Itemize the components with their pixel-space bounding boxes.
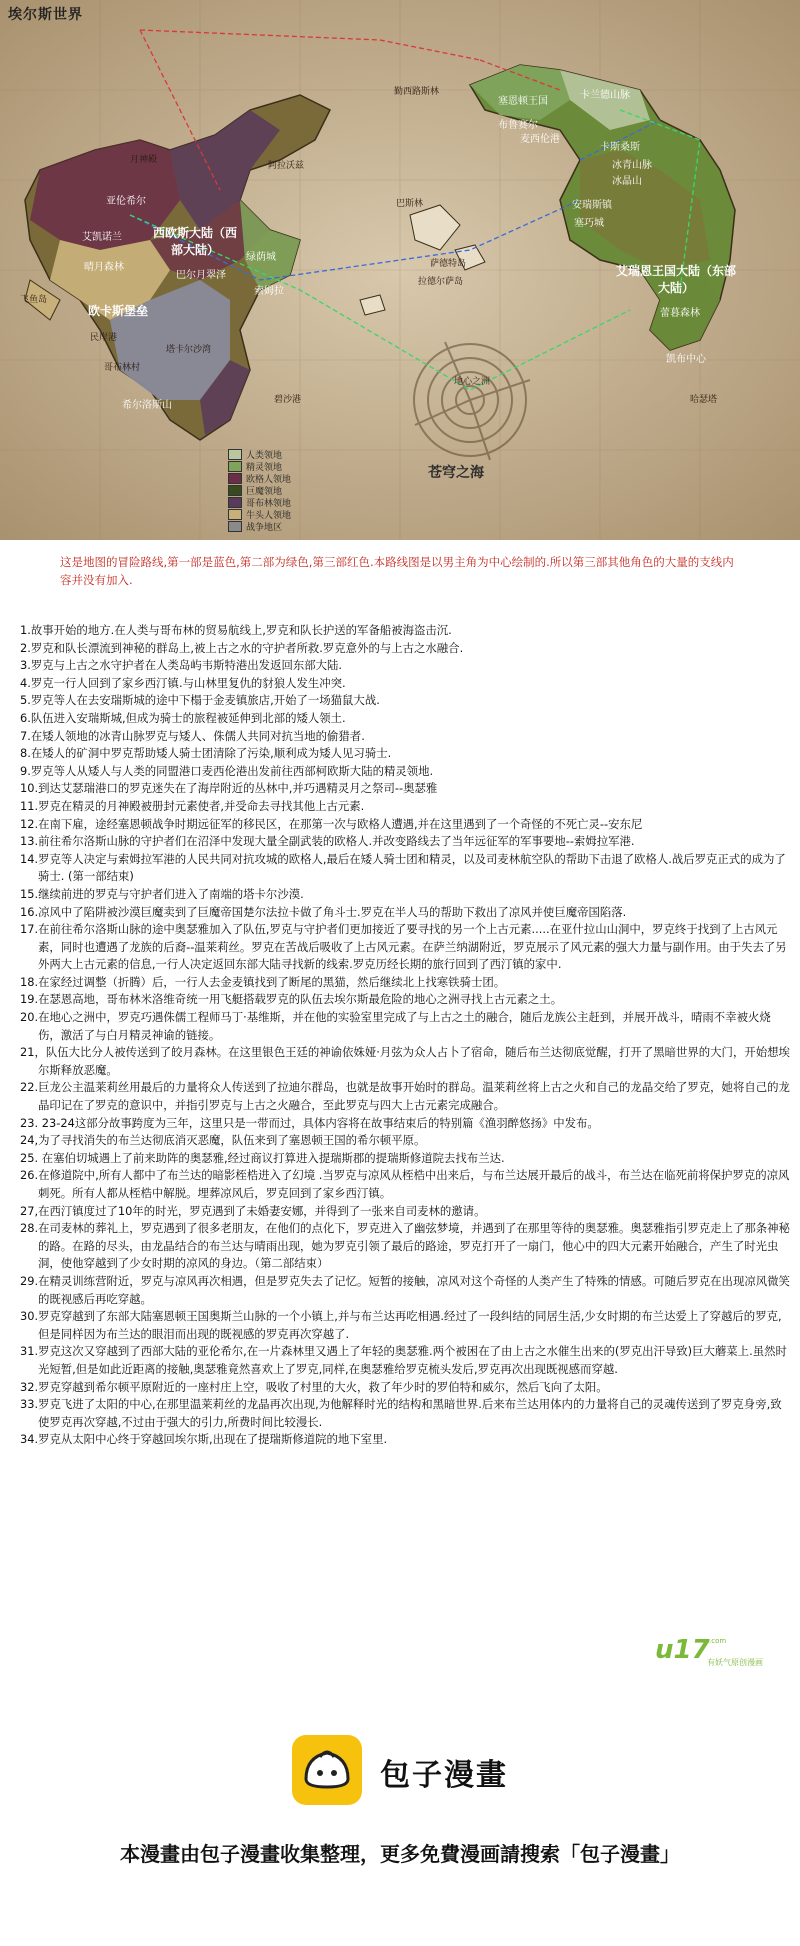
map-label-bisha: 碧沙港	[274, 395, 302, 405]
legend-item	[228, 496, 291, 508]
map-label-bingqing: 冰青山脉	[612, 160, 652, 171]
story-item: 16.凉风中了陷阱被沙漠巨魔卖到了巨魔帝国楚尔法拉卡做了角斗士.罗克在半人马的帮助下救出了凉风并使巨魔帝国陷落.	[20, 904, 627, 919]
map-label-lvcheng: 绿荫城	[246, 252, 276, 263]
map-label-shaorentu: 萨德特岛	[430, 259, 467, 269]
map-label-feiyu: 飞鱼岛	[20, 295, 48, 305]
map-label-lacha: 拉德尔萨岛	[418, 277, 464, 287]
map-label-kalande: 卡兰德山脉	[580, 90, 630, 101]
map-label-aiwen: 艾凯诺兰	[82, 232, 122, 243]
map-label-cangqiong: 苍穹之海	[428, 465, 484, 481]
legend-label: 牛头人领地	[246, 510, 292, 521]
story-item: 6.队伍进入安瑞斯城,但成为骑士的旅程被延伸到北部的矮人领土.	[20, 710, 346, 725]
map-label-kashi: 卡斯桑斯	[600, 142, 640, 153]
map-label-qinglong: 勤西路斯林	[394, 87, 440, 97]
map-label-bingli: 冰晶山	[612, 176, 642, 187]
legend-item	[228, 460, 291, 472]
story-item: 17.在前往希尔洛斯山脉的途中奥瑟雅加入了队伍,罗克与守护者们更加接近了要寻找的另一个上古元素.....在亚什拉山山洞中，罗克终于找到了上古风元素，同时也遭遇了龙族的后裔--温莱莉丝。罗克在苦战后吸收了上古风元素。在萨兰纳湖附近，罗克展示了风元素的强大力量与副作用。由于失去了另外两大上古元素的信息,一行人决定返回东部大陆寻找新的线索.罗克历经长期的旅行回到了西汀镇的家中.	[20, 922, 787, 972]
map-label-bikecheng: 哥布林村	[104, 363, 141, 373]
story-item: 26.在修道院中,所有人都中了布兰达的暗影桎梏进入了幻境 .当罗克与凉风从桎梏中出来后，与布兰达展开最后的战斗，布兰达在临死前将保护罗克的凉风刺死。所有人都从桎梏中解脱。埋葬凉风后，罗克回到了家乡西汀镇。	[20, 1168, 790, 1200]
story-item: 19.在瑟恩高地，哥布林米洛维奇统一用飞艇搭载罗克的队伍去埃尔斯最危险的地心之洲寻找上古元素之土。	[20, 992, 563, 1007]
story-item: 30.罗克穿越到了东部大陆塞恩顿王国奥斯兰山脉的一个小镇上,并与布兰达再吃相遇.经过了一段纠结的同居生活,少女时期的布兰达爱上了穿越后的罗克,但是同样因为布兰达的眼泪而出现的既视感的罗克再次穿越了.	[20, 1309, 782, 1341]
footer-text: 本漫畫由包子漫畫收集整理，更多免費漫画請搜索「包子漫畫」	[120, 1842, 680, 1866]
legend-swatch	[228, 485, 242, 496]
map-label-aka: 欧卡斯堡垒	[88, 304, 149, 318]
map-label-suolun: 索姆拉	[254, 286, 284, 297]
map-label-tafu: 塔卡尔沙湾	[166, 345, 212, 355]
story-item: 7.在矮人领地的冰青山脉罗克与矮人、侏儒人共同对抗当地的偷猎者.	[20, 728, 365, 743]
legend-item	[228, 484, 291, 496]
story-item: 9.罗克等人从矮人与人类的同盟港口麦西伦港出发前往西部柯欧斯大陆的精灵领地.	[20, 763, 434, 778]
map-label-yaliji: 亚伦希尔	[106, 196, 146, 207]
legend-label: 人类领地	[246, 450, 283, 461]
map-label-xiboshan: 希尔洛斯山	[122, 400, 172, 411]
story-item: 5.罗克等人在去安瑞斯城的途中下榻于金麦镇旅店,开始了一场猫鼠大战.	[20, 693, 380, 708]
story-item: 34.罗克从太阳中心终于穿越回埃尔斯,出现在了提瑞斯修道院的地下室里.	[20, 1432, 388, 1447]
story-item: 3.罗克与上古之水守护者在人类岛屿韦斯特港出发返回东部大陆.	[20, 658, 343, 673]
story-item: 23. 23-24这部分故事跨度为三年，这里只是一带而过，具体内容将在故事结束后的特别篇《渔羽醉悠扬》中发布。	[20, 1115, 599, 1130]
story-item: 27,在西汀镇度过了10年的时光，罗克遇到了未婚妻安娜，并得到了一张来自司麦林的邀请。	[20, 1203, 486, 1218]
map-label-bulu: 布鲁赛尔	[498, 120, 538, 131]
legend-item	[228, 520, 291, 532]
story-item: 8.在矮人的矿洞中罗克帮助矮人骑士团清除了污染,顺利成为矮人见习骑士.	[20, 746, 392, 761]
story-item: 24,为了寻找消失的布兰达彻底消灭恶魔，队伍来到了塞恩顿王国的希尔顿平原。	[20, 1133, 426, 1148]
legend-swatch	[228, 521, 242, 532]
legend-item	[228, 508, 291, 520]
story-item: 33.罗克飞进了太阳的中心,在那里温莱莉丝的龙晶再次出现,为他解释时光的结构和黑暗世界.后来布兰达用体内的力量将自己的灵魂传送到了罗克身旁,致使罗克再次穿越,不过由于强大的引力,所费时间比较漫长.	[20, 1397, 782, 1429]
map-label-dixin: 地心之洲	[454, 377, 491, 387]
route-note: 这是地图的冒险路线,第一部是蓝色,第二部为绿色,第三部红色.本路线图是以男主角为中心绘制的.所以第三部其他角色的大量的支线内容并没有加入.	[60, 555, 734, 587]
baozi-icon	[292, 1735, 362, 1805]
u17-wordmark: u17	[655, 1635, 710, 1665]
legend-swatch	[228, 473, 242, 484]
map-label-haixin: 哈瑟塔	[690, 395, 718, 405]
map-label-xiou: 西欧斯大陆（西部大陆）	[152, 226, 237, 257]
story-item: 14.罗克等人决定与索姆拉军港的人民共同对抗攻城的欧格人,最后在矮人骑士团和精灵，以及司麦林航空队的帮助下击退了欧格人.战后罗克正式的成为了骑士. (第一部结束)	[20, 851, 786, 884]
map-label-guibei: 蕾暮森林	[660, 308, 700, 319]
legend-swatch	[228, 497, 242, 508]
map-title: 埃尔斯世界	[8, 7, 83, 23]
story-item: 32.罗克穿越到希尔顿平原附近的一座村庄上空，吸收了村里的大火，救了年少时的罗伯特和威尔，然后飞向了太阳。	[20, 1379, 608, 1394]
story-item: 31.罗克这次又穿越到了西部大陆的亚伦希尔,在一片森林里又遇上了年轻的奥瑟雅.两个被困在了由上古之水催生出来的(罗克出汗导致)巨大蘑菜上.虽然时光短暂,但是如此近距离的接触,奥瑟雅竟然喜欢上了罗克,同样,在奥瑟雅给罗克梳头发后,罗克再次出现既视感而穿越.	[20, 1344, 787, 1376]
legend-swatch	[228, 509, 242, 520]
map-label-alawozi: 阿拉沃兹	[268, 161, 305, 171]
story-item: 15.继续前进的罗克与守护者们进入了南端的塔卡尔沙漠.	[20, 886, 304, 901]
story-item: 1.故事开始的地方.在人类与哥布林的贸易航线上,罗克和队长护送的军备船被海盗击沉.	[20, 623, 452, 637]
u17-tagline: 有妖气原创漫画	[707, 1658, 763, 1667]
story-item: 22.巨龙公主温莱莉丝用最后的力量将众人传送到了拉迪尔群岛，也就是故事开始时的群岛。温莱莉丝将上古之火和自己的龙晶交给了罗克，她将自己的龙晶印记在了罗克的意识中，并指引罗克与上古之火融合，至此罗克与四大上古元素完成融合。	[20, 1080, 790, 1113]
story-item: 18.在家经过调整（折腾）后，一行人去金麦镇找到了断尾的黑猫，然后继续北上找寒铁骑士团。	[20, 974, 506, 989]
map-label-minjin: 民岸港	[90, 333, 118, 343]
map-label-qingong: 晴月森林	[84, 262, 124, 273]
story-list	[20, 622, 790, 1449]
map-label-maiche: 麦西伦港	[520, 134, 560, 145]
map-label-saixi: 塞恩顿王国	[498, 96, 548, 107]
map-label-anshi: 安瑞斯镇	[572, 200, 612, 211]
world-map	[0, 0, 800, 540]
map-label-bacheng: 巴尔月翠泽	[176, 270, 226, 281]
map-legend	[228, 448, 291, 532]
map-label-cangshi: 巴斯林	[396, 199, 424, 209]
legend-label: 欧格人领地	[246, 474, 292, 485]
u17-domain: .com	[709, 1637, 727, 1645]
legend-item	[228, 472, 291, 484]
story-item: 2.罗克和队长漂流到神秘的群岛上,被上古之水的守护者所救.罗克意外的与上古之水融合.	[20, 640, 464, 655]
u17-logo	[655, 1635, 763, 1667]
legend-label: 战争地区	[246, 522, 283, 533]
story-item: 28.在司麦林的葬礼上，罗克遇到了很多老朋友，在他们的点化下，罗克进入了幽弦梦境，并遇到了在那里等待的奥瑟雅。奥瑟雅指引罗克走上了那条神秘的路。在路的尽头，由龙晶结合的布兰达与晴雨出现，她为罗克引领了最后的路途，罗克打开了一扇门，他心中的四大元素开始融合，产生了时光虫洞，使他穿越到了少女时期的凉风的身边。（第二部结束）	[20, 1221, 790, 1271]
legend-label: 哥布林领地	[246, 498, 292, 509]
legend-item	[228, 448, 291, 460]
legend-label: 巨魔领地	[246, 486, 283, 497]
legend-swatch	[228, 461, 242, 472]
legend-label: 精灵领地	[246, 462, 283, 473]
brand-name: 包子漫畫	[380, 1758, 508, 1793]
map-label-yueshen: 月神殿	[130, 155, 158, 165]
story-item: 25. 在塞伯切城遇上了前来助阵的奥瑟雅,经过商议打算进入提瑞斯郡的提瑞斯修道院去找布兰达.	[20, 1150, 505, 1165]
story-item: 12.在南下雇，途经塞恩顿战争时期远征军的移民区，在那第一次与欧格人遭遇,并在这里遇到了一个奇怪的不死亡灵--安东尼	[20, 816, 643, 831]
map-label-saiqiao: 塞巧城	[574, 218, 604, 229]
story-item: 20.在地心之洲中，罗克巧遇侏儒工程师马丁·基维斯，并在他的实验室里完成了与上古之土的融合，随后龙族公主赶到，并展开战斗，晴雨不幸被火烧伤，激活了与白月精灵神谕的链接。	[20, 1010, 771, 1042]
story-item: 21，队伍大比分人被传送到了皎月森林。在这里银色王廷的神谕依姝娅·月弦为众人占卜了宿命，随后布兰达彻底觉醒，打开了黑暗世界的大门，开始想埃尔斯释放恶魔。	[20, 1045, 790, 1077]
story-item: 13.前往希尔洛斯山脉的守护者们在沼泽中发现大量全副武装的欧格人.并改变路线去了当年远征军的军事要地--索姆拉军港.	[20, 834, 635, 849]
story-item: 29.在精灵训练营附近，罗克与凉风再次相遇，但是罗克失去了记忆。短暂的接触，凉风对这个奇怪的人类产生了特殊的情感。可随后罗克在出现凉风微笑的既视感后再吃穿越。	[20, 1273, 790, 1306]
story-item: 4.罗克一行人回到了家乡西汀镇.与山林里复仇的豺狼人发生冲突.	[20, 675, 346, 690]
map-label-kabuzhong: 凯布中心	[666, 354, 706, 365]
story-item: 10.到达艾瑟瑞港口的罗克迷失在了海岸附近的丛林中,并巧遇精灵月之祭司--奥瑟雅	[20, 781, 438, 796]
map-label-airui: 艾瑞恩王国大陆（东部大陆）	[616, 264, 737, 295]
legend-swatch	[228, 449, 242, 460]
story-item: 11.罗克在精灵的月神殿被册封元素使者,并受命去寻找其他上古元素.	[20, 798, 365, 813]
